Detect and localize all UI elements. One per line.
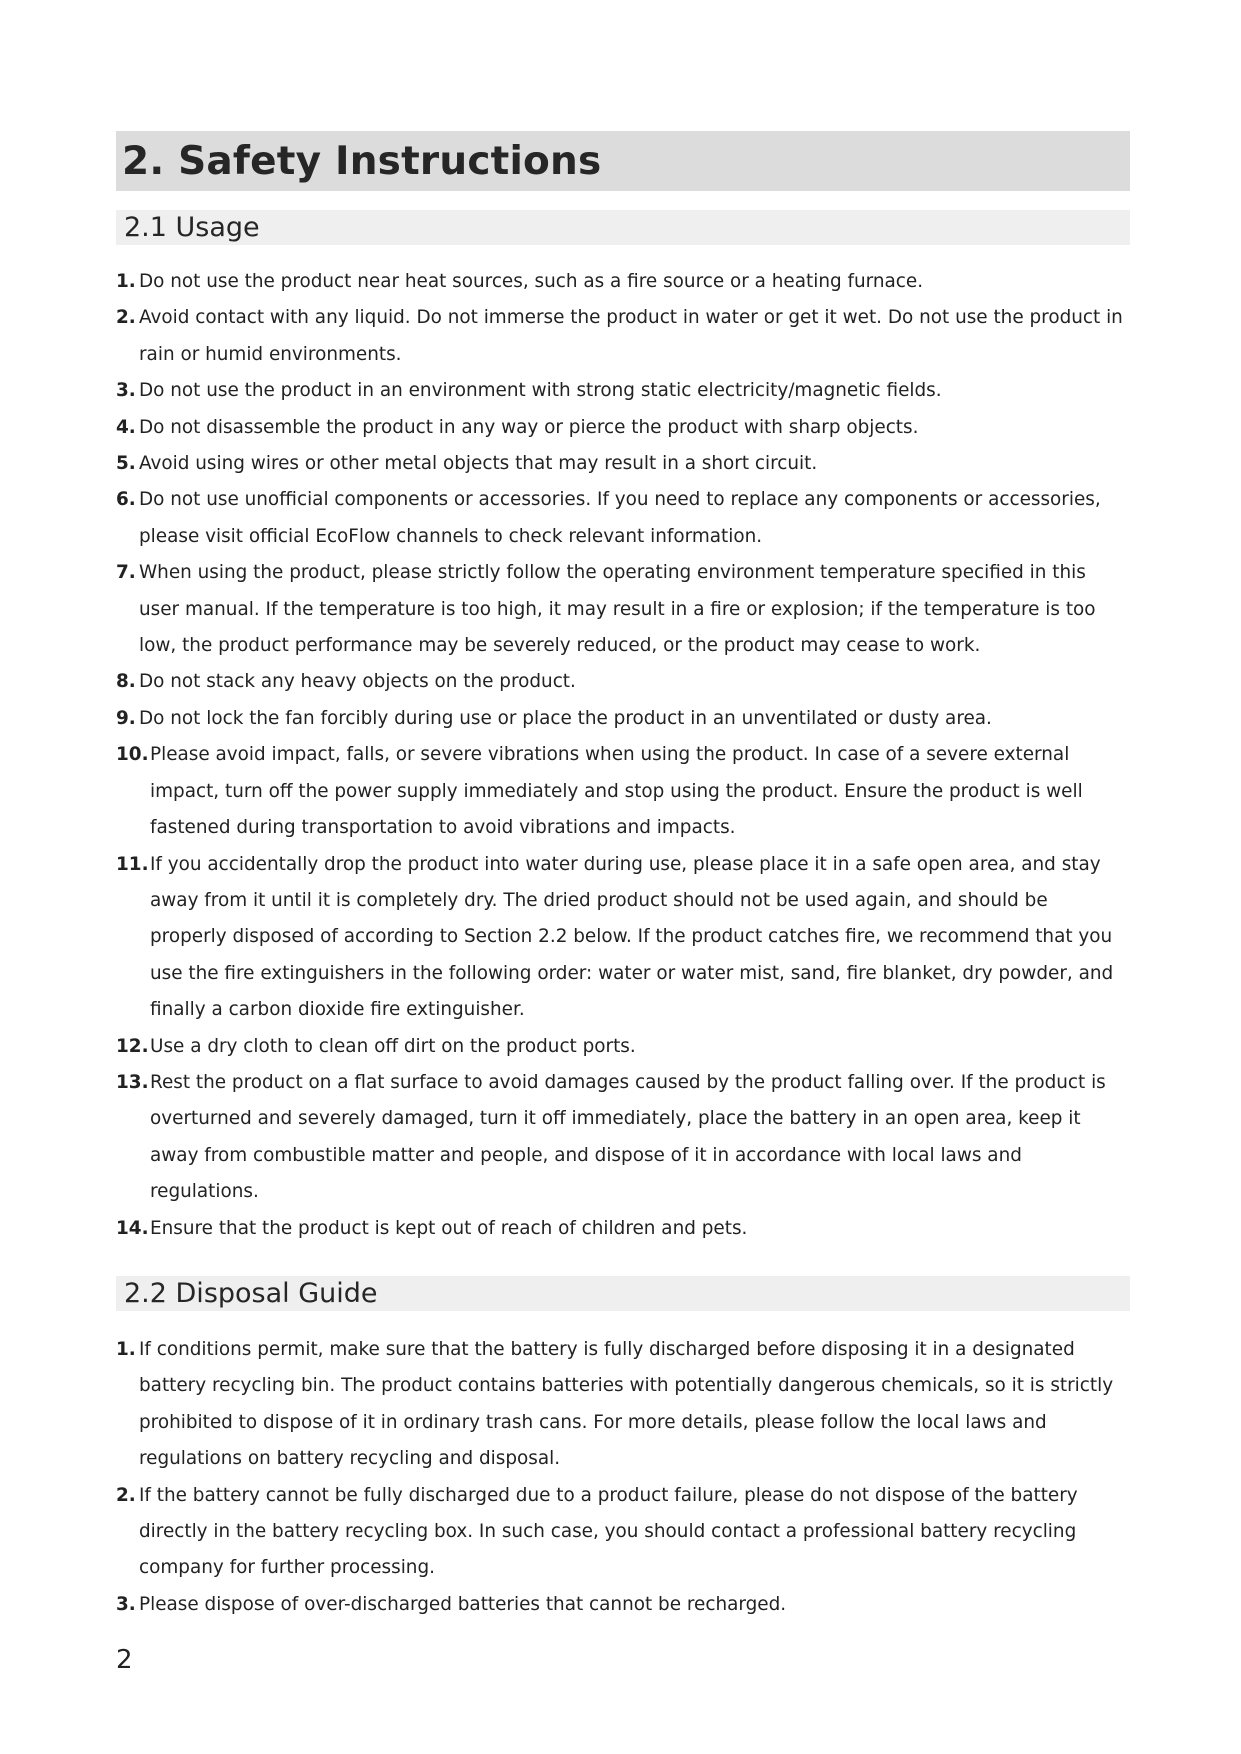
item-text: Avoid contact with any liquid. Do not immerse the product in water or get it wet. Do not use the product in rain or humid environments. [139,307,1123,365]
list-item [116,555,1130,664]
item-text: Use a dry cloth to clean off dirt on the product ports. [150,1035,636,1057]
list-item [116,300,1130,373]
list-item [116,1211,1130,1247]
item-number: 14. [116,1217,149,1239]
item-number: 2. [116,1484,136,1506]
usage-heading-bar [116,210,1130,245]
item-text: Do not disassemble the product in any way or pierce the product with sharp objects. [139,416,919,438]
list-item [116,1332,1130,1478]
disposal-heading-bar [116,1276,1130,1311]
item-number: 3. [116,380,136,402]
list-item [116,1587,1130,1623]
item-number: 6. [116,489,136,511]
list-item [116,701,1130,737]
disposal-title: 2.2 Disposal Guide [124,1277,378,1309]
item-number: 4. [116,416,136,438]
item-number: 12. [116,1035,149,1057]
item-text: Please dispose of over-discharged batteries that cannot be recharged. [139,1593,787,1615]
item-text: Do not use the product near heat sources, such as a fire source or a heating furnace. [139,271,924,292]
list-item [116,1478,1130,1587]
list-item [116,410,1130,446]
item-number: 5. [116,453,136,475]
item-number: 9. [116,707,136,729]
item-text: When using the product, please strictly follow the operating environment temperature specified in this user manual. If the temperature is too high, it may result in a fire or explosion; if the temperature is too low, the product performance may be severely reduced, or the product may cease to work. [139,562,1096,657]
list-item [116,737,1130,846]
list-item [116,847,1130,1029]
item-number: 1. [116,1338,136,1360]
usage-list [116,264,1130,1247]
item-text: Ensure that the product is kept out of reach of children and pets. [150,1217,748,1239]
manual-page [116,131,1130,1623]
item-text: Rest the product on a flat surface to avoid damages caused by the product falling over. If the product is overturned and severely damaged, turn it off immediately, place the battery in an open area, keep it away from combustible matter and people, and dispose of it in accordance with local laws and regulations. [150,1071,1106,1203]
list-item [116,482,1130,555]
disposal-list [116,1332,1130,1623]
list-item [116,446,1130,482]
item-number: 2. [116,307,136,329]
item-text: Do not lock the fan forcibly during use or place the product in an unventilated or dusty area. [139,707,992,729]
item-number: 13. [116,1071,149,1093]
section-heading-bar [116,131,1130,191]
item-text: Do not use unofficial components or accessories. If you need to replace any components or accessories, please visit official EcoFlow channels to check relevant information. [139,489,1101,547]
item-number: 10. [116,744,149,766]
list-item [116,1065,1130,1211]
page-title: 2. Safety Instructions [122,138,602,184]
item-text: Avoid using wires or other metal objects that may result in a short circuit. [139,453,818,475]
item-number: 8. [116,671,136,693]
list-item [116,664,1130,700]
item-number: 11. [116,853,149,875]
list-item [116,264,1130,300]
item-text: If conditions permit, make sure that the battery is fully discharged before disposing it in a designated battery recycling bin. The product contains batteries with potentially dangerous chemicals, so it is strictly prohibited to dispose of it in ordinary trash cans. For more details, please follow the local laws and regulations on battery recycling and disposal. [139,1338,1114,1470]
usage-title: 2.1 Usage [124,212,260,243]
list-item [116,373,1130,409]
item-text: Please avoid impact, falls, or severe vibrations when using the product. In case of a severe external impact, turn off the power supply immediately and stop using the product. Ensure the product is well fastened during transportation to avoid vibrations and impacts. [150,744,1083,839]
item-text: Do not stack any heavy objects on the product. [139,671,576,693]
item-text: If you accidentally drop the product into water during use, please place it in a safe open area, and stay away from it until it is completely dry. The dried product should not be used again, and should be properly disposed of according to Section 2.2 below. If the product catches fire, we recommend that you use the fire extinguishers in the following order: water or water mist, sand, fire blanket, dry powder, and finally a carbon dioxide fire extinguisher. [150,853,1114,1021]
item-text: Do not use the product in an environment with strong static electricity/magnetic fields. [139,380,942,402]
item-number: 3. [116,1593,136,1615]
list-item [116,1029,1130,1065]
page-number: 2 [116,1645,133,1675]
item-text: If the battery cannot be fully discharged due to a product failure, please do not dispose of the battery directly in the battery recycling box. In such case, you should contact a professional battery recycling company for further processing. [139,1484,1078,1579]
item-number: 1. [116,271,136,292]
item-number: 7. [116,562,136,584]
